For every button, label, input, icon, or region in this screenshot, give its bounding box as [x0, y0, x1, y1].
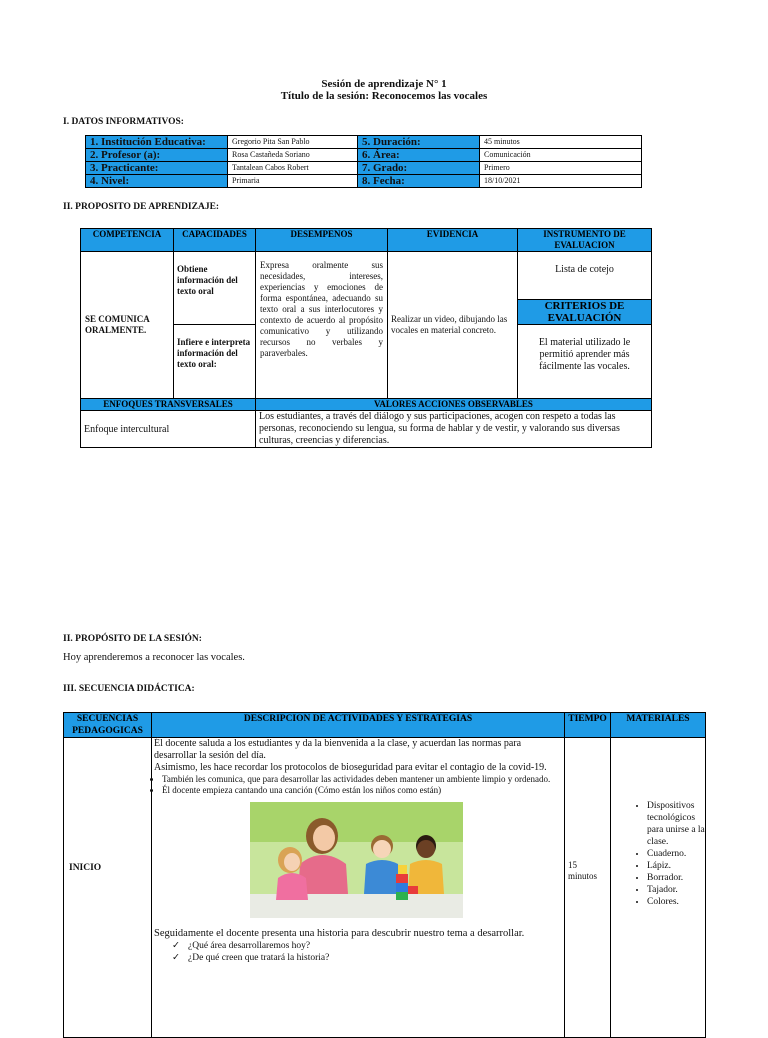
valores-label: VALORES ACCIONES OBSERVABLES — [256, 399, 652, 411]
materiales-cell — [611, 738, 706, 1038]
enfoque-cell: Enfoque intercultural — [81, 411, 256, 448]
proposito-heading: II. PROPOSITO DE APRENDIZAJE: — [63, 202, 220, 212]
list-item: • También les comunica, que para desarrollar las actividades deben mantener un ambiente limpio y ordenado. — [162, 774, 562, 785]
datos-value: Primaria — [228, 175, 358, 188]
datos-key: 6. Área: — [358, 149, 480, 162]
classroom-photo — [250, 802, 463, 918]
list-item: • Borrador. — [647, 872, 705, 884]
datos-value: Comunicación — [480, 149, 642, 162]
secuencia-heading: III. SECUENCIA DIDÁCTICA: — [63, 684, 195, 694]
capacidad-obtiene: Obtiene información del texto oral — [174, 252, 256, 325]
proposito-sesion-text: Hoy aprenderemos a reconocer las vocales. — [63, 652, 245, 663]
competencia-cell: SE COMUNICA ORALMENTE. — [81, 252, 174, 399]
session-number-title: Sesión de aprendizaje N° 1 — [321, 78, 447, 90]
criterios-title: CRITERIOS DE EVALUACIÓN — [518, 300, 652, 325]
datos-row — [86, 162, 642, 175]
activity-paragraph: Él docente saluda a los estudiantes y da la bienvenida a la clase, y acuerdan las normas para desarrollar la sesión del día. — [154, 738, 522, 761]
col-secuencias: SECUENCIAS PEDAGOGICAS — [64, 713, 152, 738]
col-tiempo: TIEMPO — [565, 713, 611, 738]
desempeno-cell: Expresa oralmente sus necesidades, intereses, experiencias y emociones de forma espontánea, adecuando su texto oral a sus interlocutores y contexto de acuerdo al propósito comunicativo y utilizando recursos no verbales y paraverbales. — [256, 252, 388, 399]
proposito-sesion-heading: II. PROPÓSITO DE LA SESIÓN: — [63, 634, 202, 644]
datos-key: 5. Duración: — [358, 136, 480, 149]
instrumento-cell: Lista de cotejo — [518, 252, 652, 300]
proposito-header-row — [81, 229, 652, 252]
datos-value: Primero — [480, 162, 642, 175]
datos-key: 3. Practicante: — [86, 162, 228, 175]
col-competencia: COMPETENCIA — [81, 229, 174, 252]
datos-row — [86, 175, 642, 188]
question-text: ¿De qué creen que tratará la historia? — [188, 953, 330, 963]
col-instrumento: INSTRUMENTO DE EVALUACION — [518, 229, 652, 252]
list-item: • Dispositivos tecnológicos para unirse a la clase. — [647, 800, 705, 848]
valores-cell: Los estudiantes, a través del diálogo y sus participaciones, acogen con respeto a todas las personas, reconociendo su lengua, su forma de hablar y de vestir, y valorando sus diversas culturas, creencias y diferencias. — [256, 411, 652, 448]
question-list — [154, 940, 562, 964]
datos-key: 1. Institución Educativa: — [86, 136, 228, 149]
datos-value: Gregorio Pita San Pablo — [228, 136, 358, 149]
list-item: • Colores. — [647, 896, 705, 908]
activity-paragraph: Asimismo, les hace recordar los protocolos de bioseguridad para evitar el contagio de la covid-19. — [154, 762, 547, 773]
datos-key: 8. Fecha: — [358, 175, 480, 188]
capacidad-infiere: Infiere e interpreta información del texto oral: — [174, 325, 256, 399]
phase-inicio: INICIO — [64, 738, 152, 1038]
datos-row — [86, 149, 642, 162]
col-evidencia: EVIDENCIA — [388, 229, 518, 252]
proposito-table — [80, 228, 652, 448]
criterio-cell: El material utilizado le permitió aprender más fácilmente las vocales. — [518, 325, 652, 399]
datos-heading: I. DATOS INFORMATIVOS: — [63, 117, 184, 127]
secuencia-header-row — [64, 713, 706, 738]
secuencia-table — [63, 712, 706, 1038]
col-materiales: MATERIALES — [611, 713, 706, 738]
list-item: • Lápiz. — [647, 860, 705, 872]
list-item — [172, 940, 562, 952]
materiales-list — [611, 800, 705, 908]
evidencia-cell: Realizar un video, dibujando las vocales en material concreto. — [388, 252, 518, 399]
col-desempenos: DESEMPENOS — [256, 229, 388, 252]
question-text: ¿Qué área desarrollaremos hoy? — [188, 941, 311, 951]
enfoques-label: ENFOQUES TRANSVERSALES — [81, 399, 256, 411]
col-capacidades: CAPACIDADES — [174, 229, 256, 252]
datos-table — [85, 135, 642, 188]
datos-key: 4. Nivel: — [86, 175, 228, 188]
session-title: Título de la sesión: Reconocemos las vocales — [280, 90, 488, 102]
datos-value: Rosa Castañeda Soriano — [228, 149, 358, 162]
list-item: • Cuaderno. — [647, 848, 705, 860]
col-descripcion: DESCRIPCION DE ACTIVIDADES Y ESTRATEGIAS — [152, 713, 565, 738]
list-item: • Tajador. — [647, 884, 705, 896]
tiempo-cell: 15 minutos — [565, 738, 611, 1038]
datos-value: 18/10/2021 — [480, 175, 642, 188]
list-item — [172, 952, 562, 964]
list-item: • Él docente empieza cantando una canción (Cómo están los niños como están) — [162, 785, 562, 796]
datos-key: 7. Grado: — [358, 162, 480, 175]
check-icon: ✓ — [172, 953, 180, 963]
datos-row — [86, 136, 642, 149]
datos-value: Tantalean Cabos Robert — [228, 162, 358, 175]
datos-value: 45 minutos — [480, 136, 642, 149]
datos-key: 2. Profesor (a): — [86, 149, 228, 162]
activity-bullets — [154, 774, 562, 796]
check-icon: ✓ — [172, 941, 180, 951]
inicio-row — [64, 738, 706, 1038]
activity-paragraph: Seguidamente el docente presenta una historia para descubrir nuestro tema a desarrollar. — [154, 928, 525, 939]
actividades-cell — [152, 738, 565, 1038]
